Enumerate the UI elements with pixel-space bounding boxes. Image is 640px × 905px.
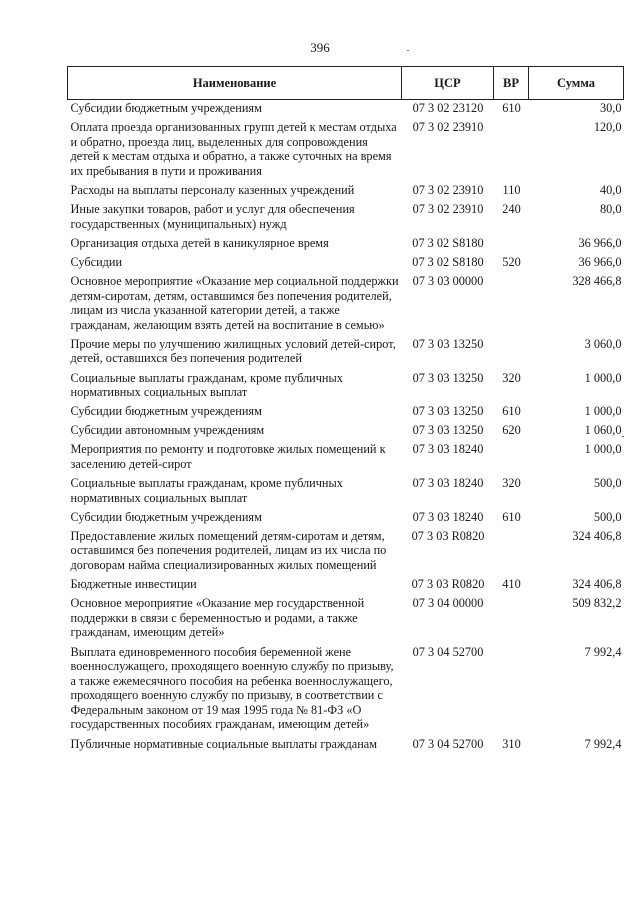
cell-sum: 36 966,0: [578, 235, 622, 250]
page-number: 396: [310, 40, 330, 55]
cell-csr: 07 3 02 S8180: [412, 254, 484, 269]
column-header-sum: Сумма: [529, 67, 624, 100]
cell-sum: 500,0: [593, 476, 622, 491]
cell-csr: 07 3 03 00000: [412, 273, 484, 288]
cell-sum: 40,0: [599, 182, 622, 197]
cell-sum: 30,0: [599, 101, 622, 115]
cell-sum: 328 466,8: [572, 273, 622, 288]
table-row: [68, 202, 624, 236]
cell-name: Социальные выплаты гражданам, кроме публичных нормативных социальных выплат: [70, 476, 343, 505]
table-row: [68, 183, 624, 202]
cell-csr: 07 3 03 13250: [412, 404, 484, 419]
cell-sum: 1 000,0: [584, 404, 622, 419]
cell-csr: 07 3 03 18240: [412, 509, 484, 524]
table-row: [68, 236, 624, 255]
cell-name: Основное мероприятие «Оказание мер государственной поддержки в связи с беременностью и родами, а также гражданам, имеющим детей»: [70, 596, 365, 640]
table-row: [68, 476, 624, 510]
cell-vr: 320: [502, 370, 521, 385]
table-row: [68, 529, 624, 577]
cell-vr: 110: [502, 182, 521, 197]
cell-sum: 3 060,0: [584, 336, 622, 351]
cell-csr: 07 3 03 13250: [412, 336, 484, 351]
cell-vr: [494, 337, 529, 371]
cell-vr: [494, 442, 529, 476]
cell-name: Расходы на выплаты персоналу казенных учреждений: [70, 182, 355, 197]
cell-vr: 610: [502, 404, 521, 419]
cell-name: Мероприятия по ремонту и подготовке жилых помещений к заселению детей-сирот: [70, 442, 386, 471]
cell-csr: 07 3 03 R0820: [411, 528, 485, 543]
cell-vr: 520: [502, 254, 521, 269]
cell-csr: 07 3 04 52700: [412, 736, 484, 751]
table-row: [68, 100, 624, 121]
cell-sum: 7 992,4: [584, 644, 622, 659]
table-row: [68, 274, 624, 337]
cell-csr: 07 3 02 23120: [412, 101, 484, 115]
cell-name: Прочие меры по улучшению жилищных условий детей-сирот, детей, оставшихся без попечения родителей: [70, 336, 396, 366]
table-row: [68, 596, 624, 644]
cell-csr: 07 3 04 00000: [412, 596, 484, 611]
cell-sum: 509 832,2: [572, 596, 622, 611]
cell-name: Оплата проезда организованных групп детей к местам отдыха и обратно, проезда лиц, выделенных для сопровождения детей к местам отдыха и обратно, а также суточных на время их пребывания в пути и проживания: [70, 120, 397, 178]
cell-csr: 07 3 03 R0820: [411, 577, 485, 592]
cell-name: Субсидии бюджетным учреждениям: [70, 509, 262, 524]
cell-vr: 240: [502, 202, 521, 217]
cell-csr: 07 3 02 S8180: [412, 235, 484, 250]
cell-name: Социальные выплаты гражданам, кроме публичных нормативных социальных выплат: [70, 370, 343, 400]
cell-vr: 320: [502, 476, 521, 491]
cell-csr: 07 3 04 52700: [412, 644, 484, 659]
table-row: [68, 337, 624, 371]
table-row: [68, 404, 624, 423]
cell-csr: 07 3 02 23910: [412, 202, 484, 217]
cell-vr: [494, 120, 529, 183]
cell-sum: 1 000,0: [584, 370, 622, 385]
cell-vr: 310: [502, 736, 521, 751]
budget-table: [67, 66, 624, 756]
cell-vr: 610: [502, 509, 521, 524]
cell-name: Субсидии автономным учреждениям: [70, 423, 265, 438]
cell-sum: 1 000,0: [584, 442, 622, 457]
cell-name: Субсидии: [70, 254, 123, 269]
cell-csr: 07 3 03 18240: [412, 442, 484, 457]
scan-speck: [407, 50, 409, 51]
cell-sum: 1 060,0: [584, 423, 622, 438]
cell-vr: 410: [502, 577, 521, 592]
cell-csr: 07 3 03 13250: [412, 370, 484, 385]
table-row: [68, 510, 624, 529]
cell-name: Иные закупки товаров, работ и услуг для обеспечения государственных (муниципальных) нужд: [70, 202, 355, 231]
table-body: [68, 100, 624, 756]
cell-csr: 07 3 02 23910: [412, 120, 484, 135]
cell-name: Субсидии бюджетным учреждениям: [70, 101, 262, 115]
column-header-name: Наименование: [68, 67, 402, 100]
cell-sum: 324 406,8: [572, 577, 622, 592]
cell-sum: 7 992,4: [584, 736, 622, 751]
cell-sum: 120,0: [593, 120, 622, 135]
cell-name: Публичные нормативные социальные выплаты гражданам: [70, 736, 378, 751]
cell-csr: 07 3 03 13250: [412, 423, 484, 438]
column-header-csr: ЦСР: [402, 67, 494, 100]
table-row: [68, 120, 624, 183]
cell-vr: [494, 236, 529, 255]
cell-name: Бюджетные инвестиции: [70, 577, 197, 592]
cell-vr: 620: [502, 423, 521, 438]
cell-vr: 610: [502, 101, 521, 115]
cell-name: Выплата единовременного пособия беременной жене военнослужащего, проходящего военную службу по призыву, а также ежемесячного пособия на ребенка военнослужащего, проходящего военную службу по призыву, в соответствии с Федеральным законом от 19 мая 1995 года № 81-ФЗ «О государственных пособиях гражданам, имеющим детей»: [70, 644, 394, 732]
cell-sum: 500,0: [593, 509, 622, 524]
cell-vr: [494, 596, 529, 644]
cell-sum: 80,0: [599, 202, 622, 217]
cell-name: Основное мероприятие «Оказание мер социальной поддержки детям-сиротам, детям, оставшимся без попечения родителей, лицам из числа указанной категории детей, а также гражданам, желающим взять детей на воспитание в семью»: [70, 273, 399, 332]
column-header-vr: ВР: [494, 67, 529, 100]
cell-sum: 324 406,8: [572, 528, 622, 543]
cell-sum: 36 966,0: [578, 254, 622, 269]
table-row: [68, 255, 624, 274]
table-row: [68, 737, 624, 756]
table-row: [68, 577, 624, 596]
cell-name: Предоставление жилых помещений детям-сиротам и детям, оставшимся без попечения родителей, лицам из их числа по договорам найма специализированных жилых помещений: [70, 528, 387, 573]
table-row: [68, 423, 624, 442]
table-header-row: [68, 67, 624, 100]
cell-csr: 07 3 03 18240: [412, 476, 484, 491]
table-row: [68, 442, 624, 476]
cell-name: Организация отдыха детей в каникулярное время: [70, 235, 329, 250]
cell-vr: [494, 529, 529, 577]
cell-vr: [494, 645, 529, 737]
cell-vr: [494, 274, 529, 337]
cell-csr: 07 3 02 23910: [412, 182, 484, 197]
table-row: [68, 371, 624, 405]
table-row: [68, 645, 624, 737]
cell-name: Субсидии бюджетным учреждениям: [70, 404, 262, 419]
